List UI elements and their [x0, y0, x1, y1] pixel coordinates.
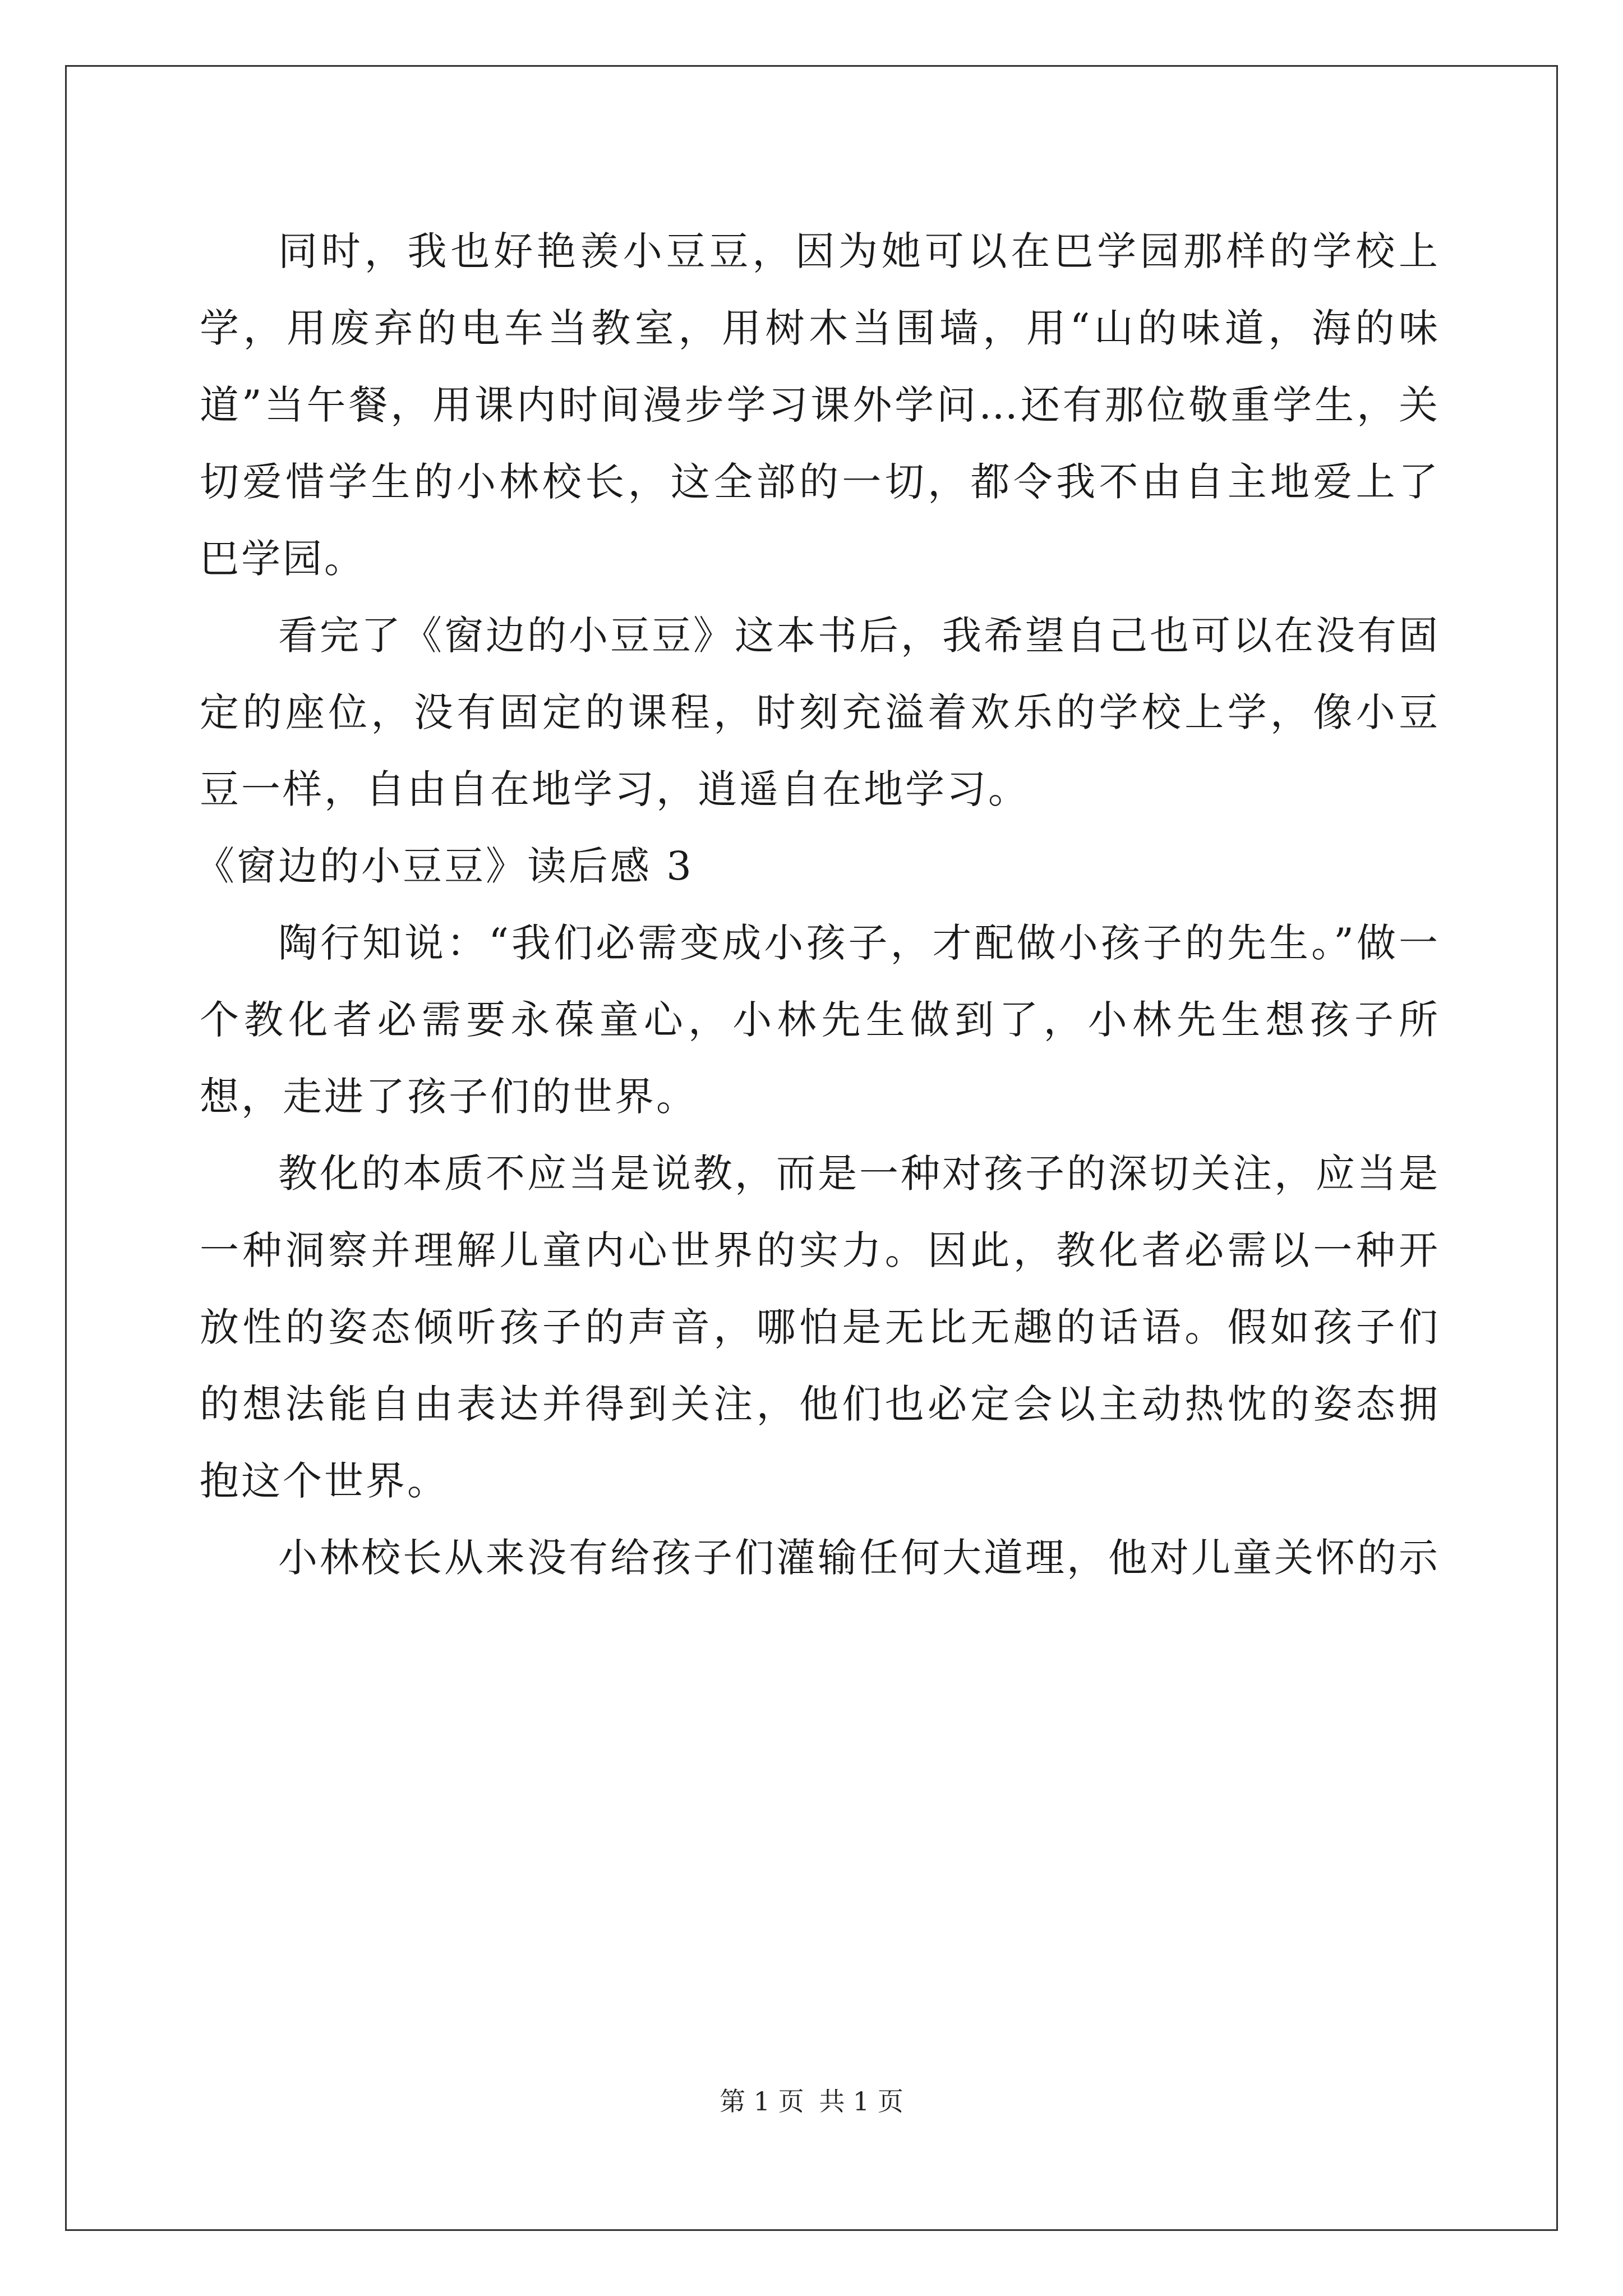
section-heading: 《窗边的小豆豆》读后感 3: [195, 843, 694, 889]
paragraph-5: 小林校长从来没有给孩子们灌输任何大道理，他对儿童关怀的示: [278, 1535, 1440, 1581]
page-total: 共 1 页: [819, 2086, 903, 2116]
paragraph-3: 陶行知说：“我们必需变成小孩子，才配做小孩子的先生。”做一个教化者必需要永葆童心，小林先生做到了，小林先生想孩子所想，走进了孩子们的世界。: [200, 920, 1440, 1120]
paragraph-2: 看完了《窗边的小豆豆》这本书后，我希望自己也可以在没有固定的座位，没有固定的课程，时刻充溢着欢乐的学校上学，像小豆豆一样，自由自在地学习，逍遥自在地学习。: [200, 613, 1440, 812]
paragraph-1: 同时，我也好艳羡小豆豆，因为她可以在巴学园那样的学校上学，用废弃的电车当教室，用树木当围墙，用“山的味道，海的味道”当午餐，用课内时间漫步学习课外学问…还有那位敬重学生，关切爱惜学生的小林校长，这全部的一切，都令我不由自主地爱上了巴学园。: [200, 228, 1440, 582]
paragraph-4: 教化的本质不应当是说教，而是一种对孩子的深切关注，应当是一种洞察并理解儿童内心世界的实力。因此，教化者必需以一种开放性的姿态倾听孩子的声音，哪怕是无比无趣的话语。假如孩子们的想法能自由表达并得到关注，他们也必定会以主动热忱的姿态拥抱这个世界。: [200, 1151, 1440, 1504]
page-number: 第 1 页: [720, 2086, 804, 2116]
document-body: [195, 213, 1440, 1596]
page-footer: [0, 2081, 1623, 2118]
